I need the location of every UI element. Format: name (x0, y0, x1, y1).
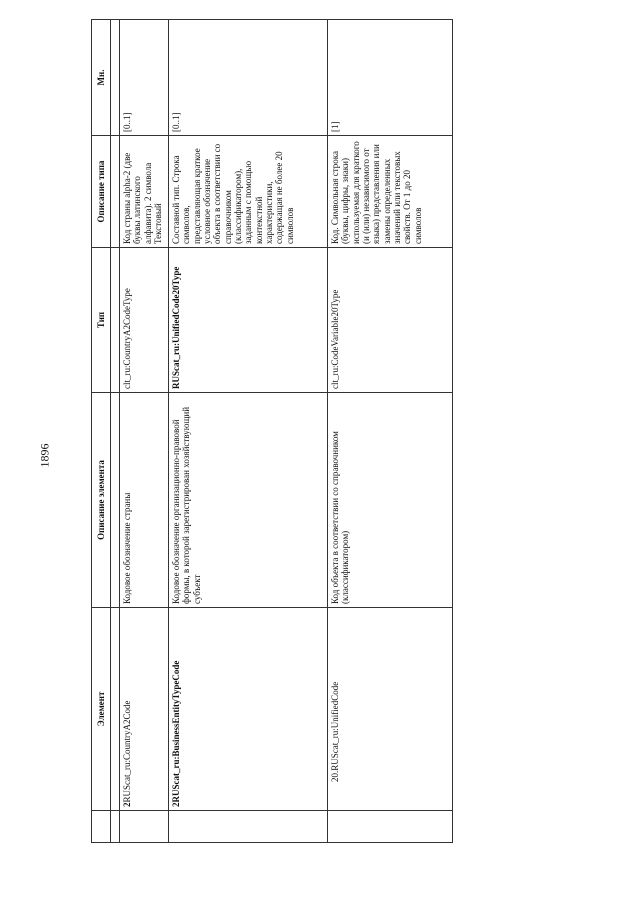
header-element-description: Описание элемента (92, 393, 111, 608)
table-header-row (92, 20, 111, 843)
type-cell: clt_ru:CodeVariable20Type (328, 248, 453, 393)
type-cell: clt_ru:CountryA2CodeType (120, 248, 169, 393)
element-description-cell: Кодовое обозначение организационно-правовой формы, в которой зарегистрирован хозяйствующий субъект (169, 393, 328, 608)
multiplicity-cell: [1] (328, 20, 453, 136)
type-description-cell: Код страны alpha-2 (две буквы латинского алфавита). 2 символа Текстовый (120, 136, 169, 248)
level-number: 2 (122, 802, 132, 807)
level-number: 2 (171, 802, 181, 807)
table-spacer-row (111, 20, 120, 843)
element-name: RUScat_ru:BusinessEntityTypeCode (171, 660, 181, 803)
multiplicity-cell: [0..1] (169, 20, 328, 136)
table-row (328, 20, 453, 843)
header-element: Элемент (92, 608, 111, 811)
multiplicity-cell: [0..1] (120, 20, 169, 136)
element-description-cell: Кодовое обозначение страны (120, 393, 169, 608)
page-number: 1896 (37, 443, 52, 467)
element-description-cell: Код объекта в соответствии со справочником (классификатором) (328, 393, 453, 608)
element-cell (328, 608, 453, 811)
schema-table (91, 19, 453, 843)
element-name: RUScat_ru:CountryA2Code (122, 700, 132, 803)
type-cell: RUScat_ru:UnifiedCode20Type (169, 248, 328, 393)
header-type: Тип (92, 248, 111, 393)
page-number-container (30, 440, 60, 470)
element-cell (120, 608, 169, 811)
type-description-cell: Составной тип. Строка символов, представляющая краткое условное обозначение объекта в соответствии со справочником (классификатором), заданным с помощью контекстной характеристики, содержащая не более 20 символов (169, 136, 328, 248)
table-row (120, 20, 169, 843)
rotated-table-wrapper (91, 20, 449, 843)
header-level-cell (92, 811, 111, 843)
type-description-cell: Код. Символьная строка (буквы, цифры, знаки) используемая для краткого (и (или) независимого от языка) представления или замены определенных значений или текстовых свойств. От 1 до 20 символов (328, 136, 453, 248)
table-row (169, 20, 328, 843)
level-number: 20. (330, 770, 340, 782)
header-multiplicity: Мн. (92, 20, 111, 136)
header-type-description: Описание типа (92, 136, 111, 248)
element-name: RUScat_ru:UnifiedCode (330, 681, 340, 771)
element-cell (169, 608, 328, 811)
